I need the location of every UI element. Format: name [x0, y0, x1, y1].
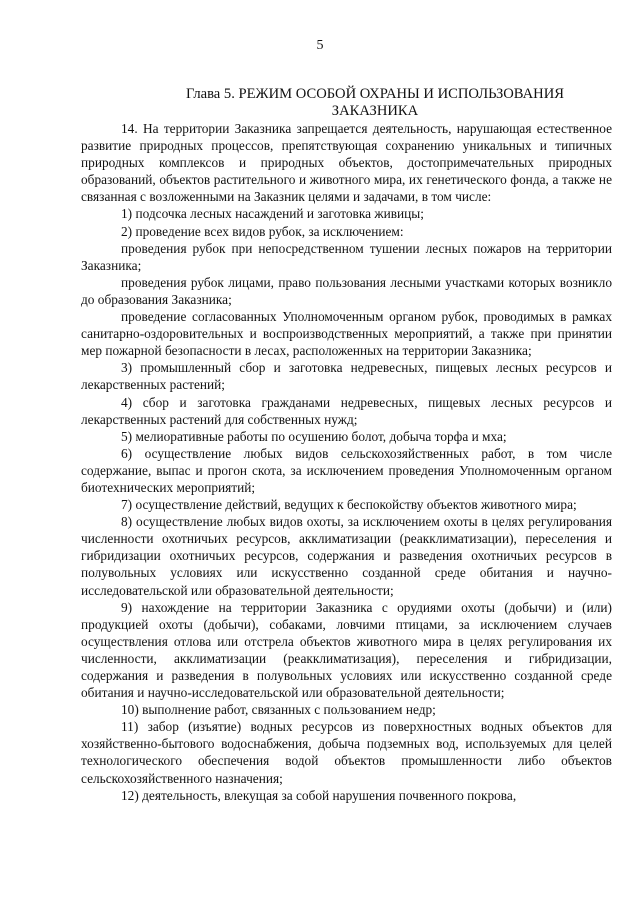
list-item-6: 6) осуществление любых видов сельскохозяйственных работ, в том числе содержание, выпас и прогон скота, за исключением проведения Уполномоченным органом биотехнических мероприятий;: [81, 445, 612, 495]
list-item-2: 2) проведение всех видов рубок, за исключением:: [121, 223, 404, 239]
list-item-1: 1) подсочка лесных насаждений и заготовка живицы;: [121, 206, 424, 222]
list-item-11: 11) забор (изъятие) водных ресурсов из поверхностных водных объектов для хозяйственно-бытового водоснабжения, добыча подземных вод, используемых для целей технологического обеспечения водой объектов промышленности либо объектов сельскохозяйственного назначения;: [81, 719, 612, 786]
list-item-8: 8) осуществление любых видов охоты, за исключением охоты в целях регулирования численности охотничьих ресурсов, акклиматизации (реакклиматизации), переселения и гибридизации охотничьих ресурсов, содержания и разведения охотничьих ресурсов в полувольных условиях или искусственно созданной среде обитания и научно-исследовательской или образовательной деятельности;: [81, 514, 612, 598]
list-item-10: 10) выполнение работ, связанных с пользованием недр;: [121, 702, 436, 718]
chapter-title: Глава 5. РЕЖИМ ОСОБОЙ ОХРАНЫ И ИСПОЛЬЗОВАНИЯ ЗАКАЗНИКА: [186, 86, 564, 119]
list-item-9: 9) нахождение на территории Заказника с орудиями охоты (добычи) и (или) продукцией охоты (добычи), собаками, ловчими птицами, за исключением случаев осуществления отлова или отстрела объектов животного мира в целях регулирования их численности, акклиматизации (реакклиматизация), переселения и гибридизации, содержания и разведения в полувольных условиях или искусственно созданной среде обитания и научно-исследовательской или образовательной деятельности;: [81, 599, 612, 701]
paragraph-14-intro: 14. На территории Заказника запрещается деятельность, нарушающая естественное развитие природных процессов, препятствующая сохранению уникальных и типичных природных комплексов и природных объектов, достопримечательных природных образований, объектов растительного и животного мира, их генетического фонда, а также не связанная с возложенными на Заказник целями и задачами, в том числе:: [81, 121, 612, 205]
page-number: 5: [316, 38, 324, 53]
sub-item-prior-rights: проведения рубок лицами, право пользования лесными участками которых возникло до образования Заказника;: [81, 274, 612, 307]
sub-item-approved-logging: проведение согласованных Уполномоченным органом рубок, проводимых в рамках санитарно-оздоровительных и воспроизводственных мероприятий, а также при принятии мер пожарной безопасности в лесах, расположенных на территории Заказника;: [81, 309, 612, 359]
list-item-3: 3) промышленный сбор и заготовка недревесных, пищевых лесных ресурсов и лекарственных растений;: [81, 360, 612, 393]
list-item-7: 7) осуществление действий, ведущих к беспокойству объектов животного мира;: [121, 497, 577, 513]
list-item-5: 5) мелиоративные работы по осушению болот, добыча торфа и мха;: [121, 428, 507, 444]
body-text: [81, 120, 612, 804]
list-item-12: 12) деятельность, влекущая за собой нарушения почвенного покрова,: [121, 787, 517, 803]
list-item-4: 4) сбор и заготовка гражданами недревесных, пищевых лесных ресурсов и лекарственных растений для собственных нужд;: [81, 394, 612, 427]
sub-item-fire-suppression: проведения рубок при непосредственном тушении лесных пожаров на территории Заказника;: [81, 240, 612, 273]
